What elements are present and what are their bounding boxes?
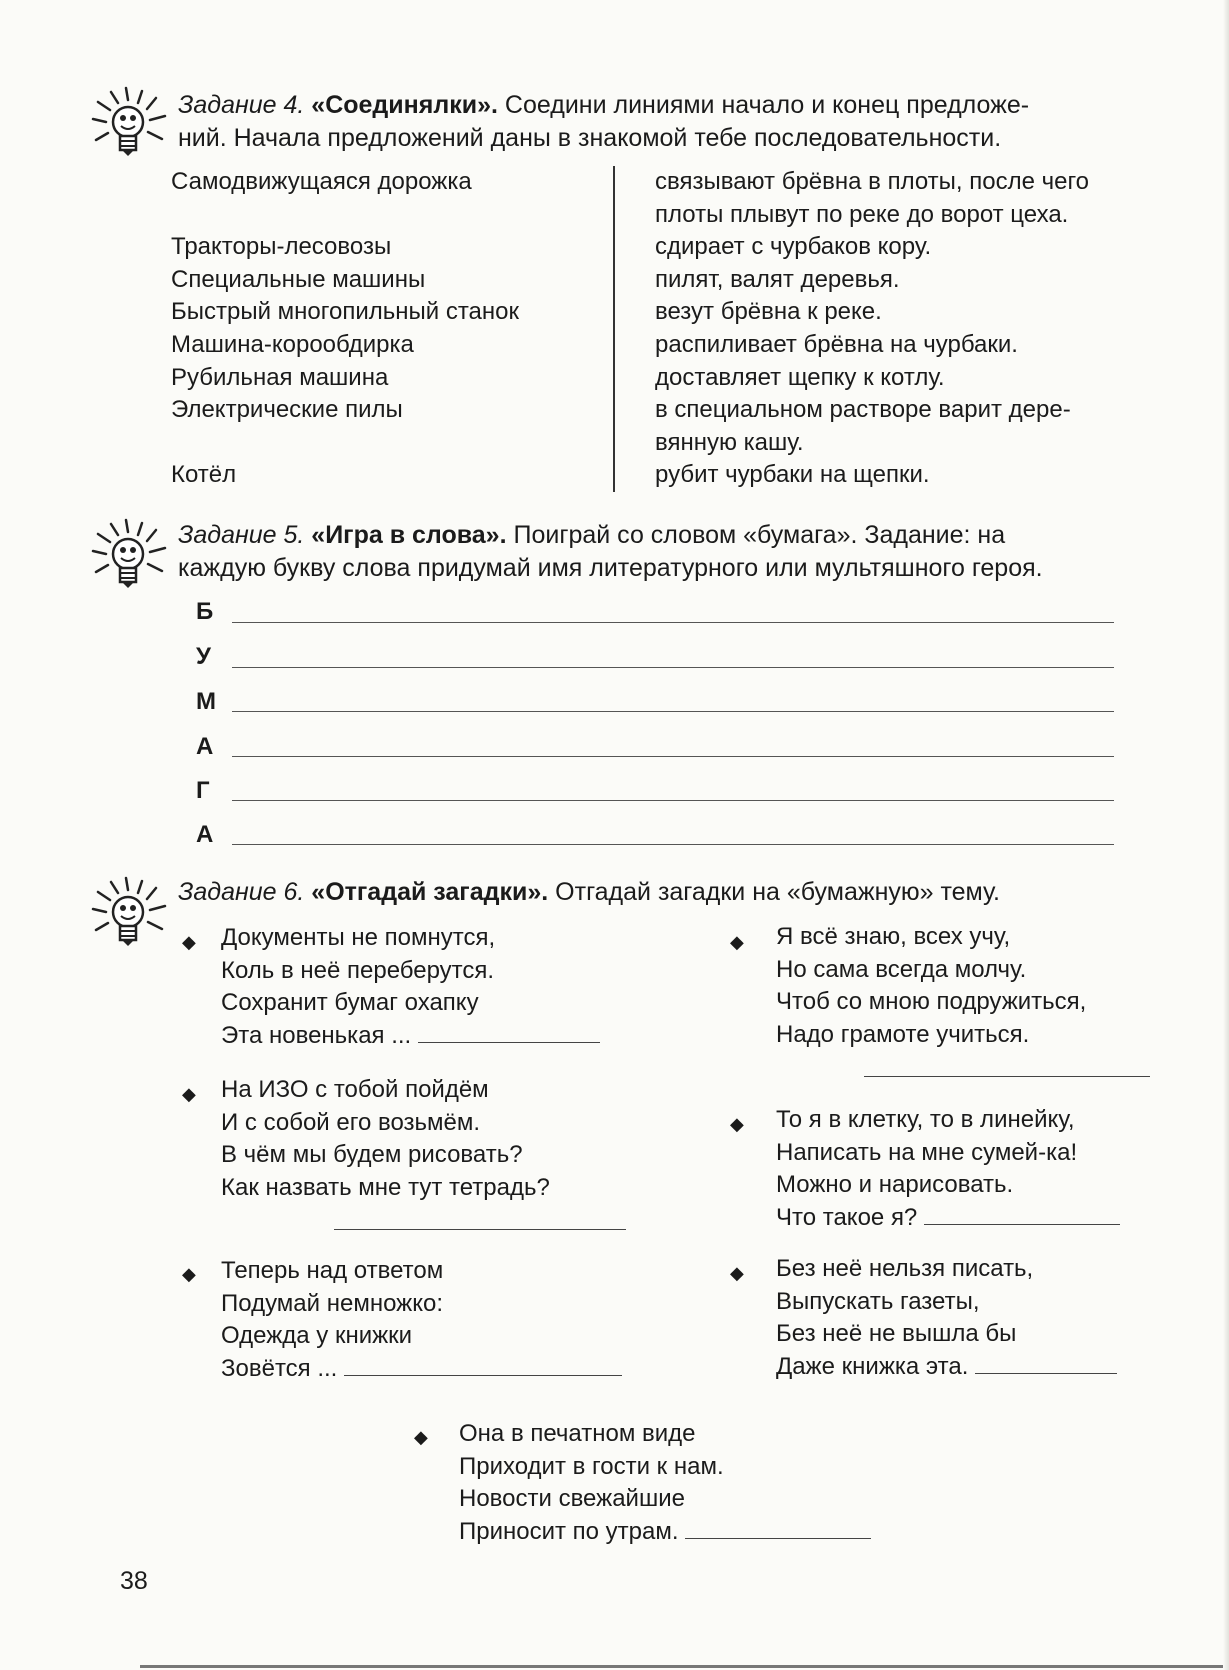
word-letter: М bbox=[196, 688, 216, 715]
sentence-end: доставляет щепку к котлу. bbox=[655, 363, 945, 391]
diamond-bullet-icon: ◆ bbox=[414, 1427, 428, 1447]
lightbulb-icon bbox=[90, 518, 170, 600]
answer-blank[interactable] bbox=[418, 1022, 600, 1043]
sentence-start: Машина-корообдирка bbox=[171, 330, 414, 358]
task6-title: «Отгадай загадки». bbox=[311, 878, 549, 906]
answer-line[interactable] bbox=[232, 622, 1114, 623]
riddle-2: Я всё знаю, всех учу, Но сама всегда молчу. Чтоб со мною подружиться, Надо грамоте учиться. bbox=[776, 923, 1087, 1048]
page-bottom-edge bbox=[140, 1665, 1229, 1668]
task5-label: Задание 5. bbox=[178, 521, 305, 549]
task6-label: Задание 6. bbox=[178, 878, 305, 906]
task4-right-column bbox=[655, 166, 1089, 492]
diamond-bullet-icon: ◆ bbox=[730, 932, 744, 952]
word-letter: Г bbox=[196, 777, 210, 804]
answer-blank[interactable] bbox=[924, 1204, 1120, 1225]
word-letter: А bbox=[196, 821, 214, 848]
sentence-end: пилят, валят деревья. bbox=[655, 265, 900, 293]
sentence-end: вянную кашу. bbox=[655, 428, 804, 456]
sentence-end: распиливает брёвна на чурбаки. bbox=[655, 330, 1018, 358]
task4-title: «Соединялки». bbox=[311, 91, 498, 119]
riddle-7: Она в печатном виде Приходит в гости к нам. Новости свежайшие Приносит по утрам. bbox=[459, 1418, 871, 1548]
task5-heading-line2: каждую букву слова придумай имя литературного или мультяшного героя. bbox=[178, 554, 1043, 582]
task4-heading-line2: ний. Начала предложений даны в знакомой тебе последовательности. bbox=[178, 124, 1002, 152]
answer-blank[interactable] bbox=[334, 1229, 626, 1230]
sentence-start: Электрические пилы bbox=[171, 396, 403, 424]
answer-line[interactable] bbox=[232, 844, 1114, 845]
page-number: 38 bbox=[120, 1567, 148, 1595]
diamond-bullet-icon: ◆ bbox=[182, 1264, 196, 1284]
task4-label: Задание 4. bbox=[178, 91, 305, 119]
lightbulb-icon bbox=[90, 86, 170, 168]
riddle-4: То я в клетку, то в линейку, Написать на мне сумей-ка! Можно и нарисовать. Что такое я? bbox=[776, 1104, 1120, 1234]
sentence-end: сдирает с чурбаков кору. bbox=[655, 233, 932, 261]
riddle-6: Без неё нельзя писать, Выпускать газеты, Без неё не вышла бы Даже книжка эта. bbox=[776, 1253, 1117, 1383]
diamond-bullet-icon: ◆ bbox=[730, 1114, 744, 1134]
task6-text: Отгадай загадки на «бумажную» тему. bbox=[555, 878, 1000, 906]
riddle-1: Документы не помнутся, Коль в неё переберутся. Сохранит бумаг охапку Эта новенькая ... bbox=[221, 922, 600, 1052]
task4-heading bbox=[178, 89, 1163, 122]
sentence-start: Самодвижущаяся дорожка bbox=[171, 168, 472, 195]
answer-blank[interactable] bbox=[344, 1355, 622, 1376]
word-letter: У bbox=[196, 643, 211, 670]
answer-blank[interactable] bbox=[975, 1353, 1117, 1374]
diamond-bullet-icon: ◆ bbox=[182, 932, 196, 952]
sentence-start: Котёл bbox=[171, 461, 237, 489]
page-edge-shadow bbox=[1223, 0, 1229, 1670]
diamond-bullet-icon: ◆ bbox=[182, 1084, 196, 1104]
answer-line[interactable] bbox=[232, 756, 1114, 757]
sentence-start: Тракторы-лесовозы bbox=[171, 233, 392, 261]
sentence-end: плоты плывут по реке до ворот цеха. bbox=[655, 200, 1069, 228]
sentence-start: Рубильная машина bbox=[171, 363, 389, 391]
task4-left-column bbox=[171, 166, 519, 492]
word-letter: Б bbox=[196, 598, 214, 625]
column-divider bbox=[613, 166, 615, 492]
riddle-3: На ИЗО с тобой пойдём И с собой его возьмём. В чём мы будем рисовать? Как назвать мне тут тетрадь? bbox=[221, 1076, 550, 1201]
word-letter: А bbox=[196, 733, 214, 760]
lightbulb-icon bbox=[90, 876, 170, 958]
sentence-end: в специальном растворе варит дере- bbox=[655, 396, 1071, 424]
answer-blank[interactable] bbox=[864, 1076, 1150, 1077]
diamond-bullet-icon: ◆ bbox=[730, 1263, 744, 1283]
task4-text: Соедини линиями начало и конец предложе- bbox=[504, 91, 1030, 119]
answer-line[interactable] bbox=[232, 800, 1114, 801]
answer-line[interactable] bbox=[232, 667, 1114, 668]
sentence-end: везут брёвна к реке. bbox=[655, 298, 882, 326]
answer-blank[interactable] bbox=[685, 1518, 871, 1539]
sentence-start: Специальные машины bbox=[171, 265, 426, 293]
sentence-end: рубит чурбаки на щепки. bbox=[655, 461, 930, 489]
answer-line[interactable] bbox=[232, 711, 1114, 712]
task5-title: «Игра в слова». bbox=[311, 521, 507, 549]
task6-heading bbox=[178, 876, 1163, 909]
task5-text: Поиграй со словом «бумага». Задание: на bbox=[513, 521, 1006, 549]
sentence-end: связывают брёвна в плоты, после чего bbox=[655, 168, 1090, 195]
task5-heading bbox=[178, 519, 1163, 552]
sentence-start: Быстрый многопильный станок bbox=[171, 298, 519, 326]
riddle-5: Теперь над ответом Подумай немножко: Одежда у книжки Зовётся ... bbox=[221, 1255, 622, 1385]
